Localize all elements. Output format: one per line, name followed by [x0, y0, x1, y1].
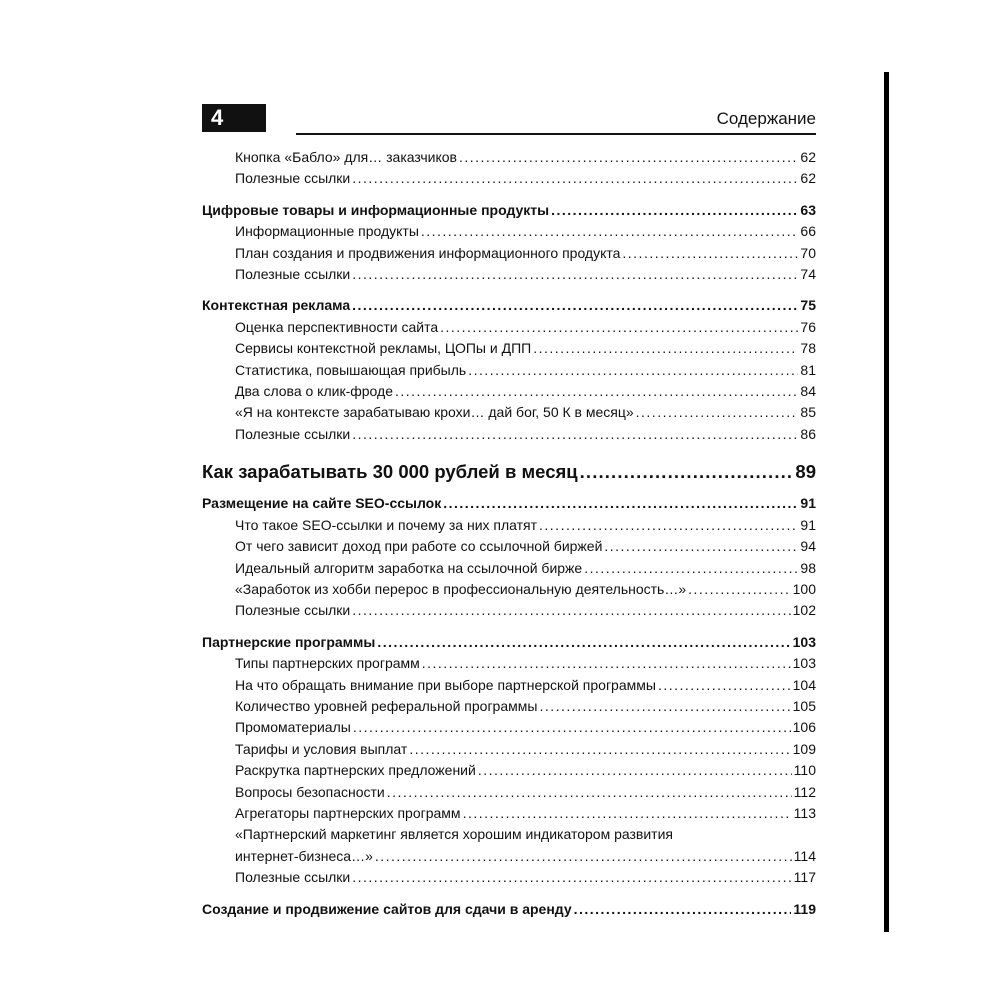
toc-entry-page: 112 [793, 783, 816, 800]
dot-leader [604, 536, 798, 557]
toc-entry[interactable] [202, 338, 816, 359]
dot-leader [352, 424, 798, 445]
toc-entry-page: 98 [800, 559, 816, 576]
toc-entry-page: 81 [800, 361, 816, 378]
toc-entry[interactable] [202, 168, 816, 189]
dot-leader [459, 147, 798, 168]
toc-entry[interactable] [202, 696, 816, 717]
dot-leader [375, 846, 792, 867]
toc-entry[interactable] [202, 221, 816, 242]
dot-leader [352, 867, 791, 888]
dot-leader [539, 515, 798, 536]
dot-leader [636, 402, 799, 423]
toc-entry-page: 100 [792, 580, 816, 597]
toc-entry-title: Промоматериалы [235, 719, 351, 736]
dot-leader [622, 243, 798, 264]
toc-entry[interactable] [202, 803, 816, 824]
toc-entry-page: 85 [800, 404, 816, 421]
toc-entry-title: Полезные ссылки [235, 170, 351, 187]
toc-entry-title: «Я на контексте зарабатываю крохи… дай бог, 50 К в месяц» [235, 404, 634, 421]
toc-entry-title: Раскрутка партнерских предложений [235, 762, 476, 779]
dot-leader [688, 579, 791, 600]
dot-leader [352, 600, 790, 621]
toc-section-heading[interactable] [202, 632, 816, 653]
dot-leader [353, 717, 791, 738]
dot-leader [539, 696, 790, 717]
toc-entry[interactable] [202, 360, 816, 381]
toc-entry-title: Кнопка «Бабло» для… заказчиков [235, 149, 457, 165]
toc-entry[interactable] [202, 264, 816, 285]
toc-entry-title-cont: интернет-бизнеса…» [235, 847, 373, 864]
toc-entry-page: 114 [793, 847, 816, 864]
toc-entry[interactable] [202, 739, 816, 760]
toc-entry[interactable] [202, 147, 816, 168]
dot-leader [422, 653, 791, 674]
toc-entry[interactable] [202, 424, 816, 445]
toc-section-heading[interactable] [202, 493, 816, 514]
toc-entry-page: 75 [800, 297, 816, 314]
toc-entry-title: Полезные ссылки [235, 602, 351, 619]
toc-entry-page: 91 [800, 495, 816, 512]
toc-entry-title: Размещение на сайте SEO-ссылок [202, 495, 442, 512]
toc-entry[interactable] [202, 317, 816, 338]
toc-entry[interactable] [202, 675, 816, 696]
toc-entry-title: Два слова о клик-фроде [235, 383, 393, 400]
toc-entry[interactable] [202, 600, 816, 621]
page-header [202, 104, 816, 134]
toc-entry-page: 119 [793, 900, 816, 917]
toc-entry-page: 84 [800, 383, 816, 400]
toc-entry-page: 91 [800, 516, 816, 533]
toc-entry-page: 109 [792, 740, 816, 757]
toc-entry-title: Типы партнерских программ [235, 655, 420, 672]
page-edge-bar [884, 72, 889, 932]
toc-section-heading[interactable] [202, 899, 816, 920]
toc-entry-page: 89 [795, 461, 816, 483]
toc-entry[interactable] [202, 867, 816, 888]
toc-entry[interactable] [202, 782, 816, 803]
toc-entry-title: План создания и продвижения информационного продукта [235, 244, 621, 261]
toc-entry-title: От чего зависит доход при работе со ссылочной биржей [235, 538, 603, 555]
toc-entry-title: «Партнерский маркетинг является хорошим индикатором развития [235, 826, 673, 843]
dot-leader [658, 675, 791, 696]
toc-entry-page: 105 [792, 697, 816, 714]
toc-entry-line2 [235, 846, 816, 867]
toc-entry-page: 62 [800, 149, 816, 165]
toc-entry-page: 76 [800, 318, 816, 335]
toc-entry-title: Вопросы безопасности [235, 783, 385, 800]
toc-entry-title: Что такое SEO-ссылки и почему за них платят [235, 516, 538, 533]
toc-entry[interactable] [202, 653, 816, 674]
header-title: Содержание [716, 109, 816, 128]
toc-entry-page: 62 [800, 170, 816, 187]
dot-leader [352, 295, 798, 316]
dot-leader [584, 558, 798, 579]
dot-leader [533, 338, 798, 359]
toc-entry-title: Идеальный алгоритм заработка на ссылочной бирже [235, 559, 583, 576]
toc-entry-title: Информационные продукты [235, 223, 419, 240]
toc-entry[interactable] [202, 515, 816, 536]
toc-entry-page: 102 [792, 602, 816, 619]
toc-entry-page: 110 [793, 762, 816, 779]
dot-leader [580, 459, 794, 485]
toc-entry[interactable] [202, 717, 816, 738]
toc-entry[interactable] [202, 579, 816, 600]
toc-entry-page: 63 [800, 201, 816, 218]
toc-entry-title: Полезные ссылки [235, 266, 351, 283]
toc-entry-page: 113 [793, 804, 816, 821]
toc-entry-page: 104 [792, 676, 816, 693]
dot-leader [551, 200, 798, 221]
toc-entry[interactable] [202, 381, 816, 402]
toc-entry[interactable] [202, 243, 816, 264]
toc-entry-page: 117 [793, 869, 816, 886]
page-number: 4 [202, 104, 266, 132]
toc-entry-title: Как зарабатывать 30 000 рублей в месяц [202, 461, 578, 483]
toc-entry-title: Сервисы контекстной рекламы, ЦОПы и ДПП [235, 340, 532, 357]
dot-leader [377, 632, 790, 653]
toc-entry-page: 103 [792, 655, 816, 672]
toc-part-heading[interactable] [202, 459, 816, 485]
toc-entry-page: 103 [792, 633, 816, 650]
toc-entry-title: Контекстная реклама [202, 297, 351, 314]
toc-entry-page: 66 [800, 223, 816, 240]
header-rule [296, 133, 816, 135]
toc-entry-page: 78 [800, 340, 816, 357]
toc-entry-page: 86 [800, 425, 816, 442]
dot-leader [478, 760, 792, 781]
dot-leader [421, 221, 799, 242]
toc-entry[interactable] [202, 824, 816, 867]
dot-leader [574, 899, 792, 920]
table-of-contents [202, 147, 816, 920]
dot-leader [468, 360, 798, 381]
toc-section-heading[interactable] [202, 200, 816, 221]
dot-leader [463, 803, 792, 824]
toc-entry-title: «Заработок из хобби перерос в профессиональную деятельность…» [235, 580, 687, 597]
toc-entry-title: Создание и продвижение сайтов для сдачи в аренду [202, 900, 572, 917]
toc-entry[interactable] [202, 402, 816, 423]
toc-entry[interactable] [202, 760, 816, 781]
toc-section-heading[interactable] [202, 295, 816, 316]
dot-leader [352, 264, 798, 285]
toc-entry[interactable] [202, 558, 816, 579]
toc-entry-title: Статистика, повышающая прибыль [235, 361, 467, 378]
toc-entry-title: Полезные ссылки [235, 869, 351, 886]
dot-leader [409, 739, 790, 760]
toc-entry-title: Цифровые товары и информационные продукты [202, 201, 550, 218]
toc-entry-page: 74 [800, 266, 816, 283]
dot-leader [395, 381, 798, 402]
toc-entry-title: Тарифы и условия выплат [235, 740, 408, 757]
toc-entry-title: Партнерские программы [202, 633, 376, 650]
toc-entry[interactable] [202, 536, 816, 557]
toc-entry-title: Агрегаторы партнерских программ [235, 804, 461, 821]
toc-entry-title: На что обращать внимание при выборе партнерской программы [235, 676, 656, 693]
toc-entry-title: Оценка перспективности сайта [235, 318, 439, 335]
dot-leader [387, 782, 792, 803]
toc-entry-page: 70 [800, 244, 816, 261]
dot-leader [443, 493, 798, 514]
toc-entry-title: Полезные ссылки [235, 425, 351, 442]
toc-entry-title: Количество уровней реферальной программы [235, 697, 538, 714]
dot-leader [440, 317, 798, 338]
dot-leader [352, 168, 798, 189]
toc-entry-page: 94 [800, 538, 816, 555]
toc-entry-page: 106 [792, 719, 816, 736]
